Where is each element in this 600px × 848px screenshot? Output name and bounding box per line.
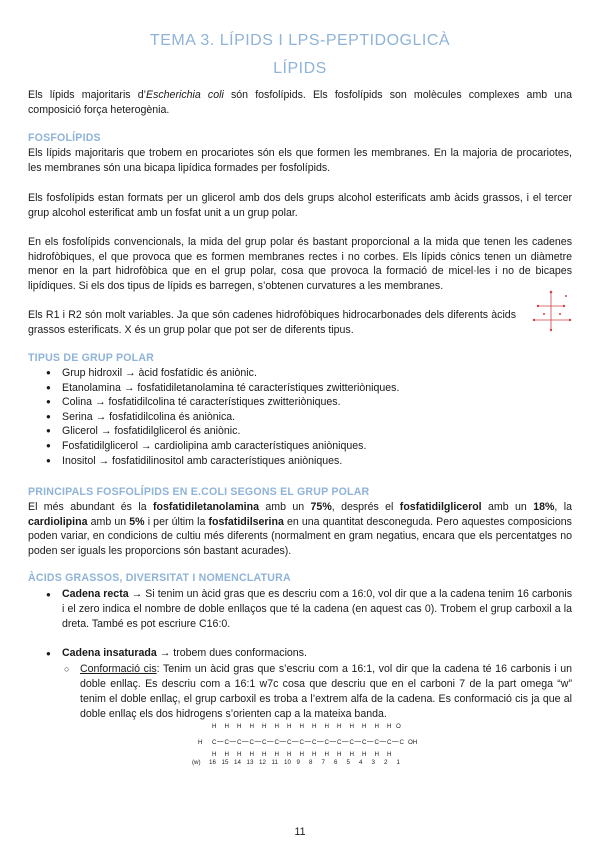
paragraph-principals: El més abundant és la fosfatidiletanolamina amb un 75%, després el fosfatidilglicerol amb un 18%, la cardiolipina amb un 5% i per últim la fosfatidilserina en una quantitat desconeguda. Pero aquestes composicions poden variar, en condicions de cultiu més diferents (normalment en gram negatius, encara que els percentatges no poden ser iguals les proporcions són bastant acurades).: [28, 501, 572, 557]
hydrogen-atom: H: [224, 751, 229, 758]
carbon-number: 2: [384, 759, 388, 766]
carbon-number: 3: [371, 759, 375, 766]
carbon-number: 9: [296, 759, 300, 766]
list-item-cadena-insaturada: ● Cadena insaturada → trobem dues conformacions. ○ Conformació cis: Tenim un àcid gras que s’escriu com a 16:1, vol dir que la cadena té 16 carbonis i un doble enllaç. Es descriu com a 16:1 w7c cosa que descriu que en el carboni 7 de la part omega “w” tenim el doble enllaç, el grup carboxil es troba a l’extrem alfa de la cadena. Es conformació cis ja que al doble enllaç els dos hidrogens s’orienten cap a la mateixa banda.: [28, 646, 572, 722]
hydrogen-atom: H: [362, 751, 367, 758]
chain-end-label: OH: [408, 739, 418, 746]
hydrogen-atom: H: [299, 723, 304, 730]
hydrogen-atom: H: [312, 751, 317, 758]
list-item: ● Fosfatidilglicerol → cardiolipina amb característiques aniòniques.: [28, 439, 568, 454]
hydrogen-atom: H: [337, 723, 342, 730]
heading-fosfolipids: FOSFOLÍPIDS: [28, 132, 101, 144]
carbon-atom: C: [212, 739, 217, 746]
list-item: ● Inositol → fosfatidilinositol amb característiques aniòniques.: [28, 454, 568, 469]
carbon-atom: C: [274, 739, 279, 746]
phospholipid-structure-figure: [526, 286, 576, 338]
hydrogen-atom: H: [237, 723, 242, 730]
svg-text:O: O: [396, 723, 401, 730]
hydrogen-atom: H: [324, 723, 329, 730]
hydrogen-atom: H: [237, 751, 242, 758]
carbon-atom: C: [312, 739, 317, 746]
carbon-atom: C: [249, 739, 254, 746]
hydrogen-atom: H: [312, 723, 317, 730]
sub-item-conformacio-cis: ○ Conformació cis: Tenim un àcid gras que s’escriu com a 16:1, vol dir que la cadena té 16 carbonis i un doble enllaç. Es descriu com a 16:1 w7c cosa que descriu que en el carboni 7 de la part omega “w” tenim el doble enllaç, el grup carboxil es troba a l’extrem alfa de la cadena. Es conformació cis ja que al doble enllaç els dos hidrogens s’orienten cap a la mateixa banda.: [62, 662, 572, 722]
list-item: ● Colina → fosfatidilcolina té característiques zwitteriòniques.: [28, 395, 568, 410]
fatty-acid-list: [28, 587, 572, 722]
list-item-cadena-recta: ● Cadena recta → Si tenim un àcid gras que es descriu com a 16:0, vol dir que a la cadena tenim 16 carbonis i el zero indica el nombre de doble enllaços que té la cadena (en aquest cas 0). Trobem el grup carboxil a la dreta. També es pot escriure C16:0.: [28, 587, 572, 632]
carbon-number: 1: [396, 759, 400, 766]
paragraph-membranes: Els lípids majoritaris que trobem en procariotes són els que formen les membranes. En la majoria de procariotes, les membranes són una bicapa lipídica formades per fosfolípids.: [28, 147, 572, 174]
carbon-number: 7: [321, 759, 325, 766]
carbon-number: 15: [221, 759, 229, 766]
hydrogen-atom: H: [287, 723, 292, 730]
hydrogen-atom: H: [249, 723, 254, 730]
carbon-number: 16: [209, 759, 216, 766]
carbon-number: 11: [271, 759, 278, 766]
list-item: ● Serina → fosfatidilcolina és aniònica.: [28, 410, 568, 425]
hydrogen-atom: H: [349, 751, 354, 758]
paragraph-conventional: En els fosfolípids convencionals, la mida del grup polar és bastant proporcional a la mida que tenen les cadenes hidrofòbiques, el que provoca que es formen membranes rectes i no corbes. Els lípids cònics tenen un diàmetre menor en la part hidrofòbica que en el grup polar, cosa que provoca la formació de micel·les i no de bicapes lipídiques. Si els dos tipus de lípids es barregen, s’obtenen curvatures a les membranes.: [28, 236, 572, 292]
carbon-atom: C: [237, 739, 242, 746]
carbon-atom: C: [399, 739, 404, 746]
hydrogen-atom: H: [212, 723, 217, 730]
fatty-acid-chain-figure: [190, 720, 422, 768]
hydrogen-atom: H: [274, 751, 279, 758]
section-title: LÍPIDS: [273, 60, 327, 77]
carbon-atom: C: [324, 739, 329, 746]
carbon-number: 8: [309, 759, 313, 766]
hydrogen-atom: H: [374, 723, 379, 730]
list-item: ● Glicerol → fosfatidilglicerol és aniònic.: [28, 424, 568, 439]
carbon-atom: C: [349, 739, 354, 746]
hydrogen-atom: H: [287, 751, 292, 758]
heading-principals-fosfolipids: PRINCIPALS FOSFOLÍPIDS EN E.COLI SEGONS EL GRUP POLAR: [28, 486, 370, 498]
carbon-atom: C: [224, 739, 229, 746]
hydrogen-atom: H: [249, 751, 254, 758]
hydrogen-atom: H: [262, 751, 267, 758]
carbon-number: 12: [259, 759, 266, 766]
carbon-atom: C: [374, 739, 379, 746]
heading-tipus-grup-polar: TIPUS DE GRUP POLAR: [28, 352, 155, 364]
hydrogen-atom: H: [349, 723, 354, 730]
carbon-number: 4: [359, 759, 363, 766]
paragraph-r-groups: Els R1 i R2 són molt variables. Ja que són cadenes hidrofòbiques hidrocarbonades dels diferents àcids grassos esterificats. X és un grup polar que pot ser de diferents tipus.: [28, 309, 516, 336]
heading-acids-grassos: ÀCIDS GRASSOS, DIVERSITAT I NOMENCLATURA: [28, 572, 291, 584]
carbon-number: 5: [346, 759, 350, 766]
carbon-number: 13: [246, 759, 254, 766]
carbon-number: 6: [334, 759, 338, 766]
list-item: ● Grup hidroxil → àcid fosfatídic és aniònic.: [28, 366, 568, 381]
hydrogen-atom: H: [324, 751, 329, 758]
carbon-atom: C: [299, 739, 304, 746]
omega-label: (w): [192, 759, 201, 766]
hydrogen-atom: H: [362, 723, 367, 730]
carbon-number: 10: [284, 759, 291, 766]
carbon-chain: [198, 723, 405, 758]
carbon-number: 14: [234, 759, 241, 766]
carbon-atom: C: [387, 739, 392, 746]
intro-paragraph: Els lípids majoritaris d’Escherichia coli són fosfolípids. Els fosfolípids son molècules complexes amb una composició força heterogènia.: [28, 89, 572, 116]
chapter-title: TEMA 3. LÍPIDS I LPS-PEPTIDOGLICÀ: [149, 32, 451, 49]
carbon-atom: C: [337, 739, 342, 746]
hydrogen-atom: H: [262, 723, 267, 730]
list-item: ● Etanolamina → fosfatidiletanolamina té característiques zwitteriòniques.: [28, 381, 568, 396]
carbon-atom: C: [362, 739, 367, 746]
hydrogen-atom: H: [387, 751, 392, 758]
hydrogen-atom: H: [299, 751, 304, 758]
carbon-number-labels: [209, 759, 401, 766]
carbon-atom: C: [262, 739, 267, 746]
page-number: 11: [294, 826, 306, 838]
hydrogen-atom: H: [212, 751, 217, 758]
carbon-atom: C: [287, 739, 292, 746]
hydrogen-atom: H: [274, 723, 279, 730]
paragraph-composition: Els fosfolípids estan formats per un glicerol amb dos dels grups alcohol esterificats amb àcids grassos, i el tercer grup alcohol esterificat amb un fosfat unit a un grup polar.: [28, 192, 572, 219]
hydrogen-atom: H: [224, 723, 229, 730]
hydrogen-atom: H: [337, 751, 342, 758]
polar-group-list: [28, 366, 568, 468]
hydrogen-atom: H: [387, 723, 392, 730]
hydrogen-atom: H: [198, 739, 203, 746]
hydrogen-atom: H: [374, 751, 379, 758]
